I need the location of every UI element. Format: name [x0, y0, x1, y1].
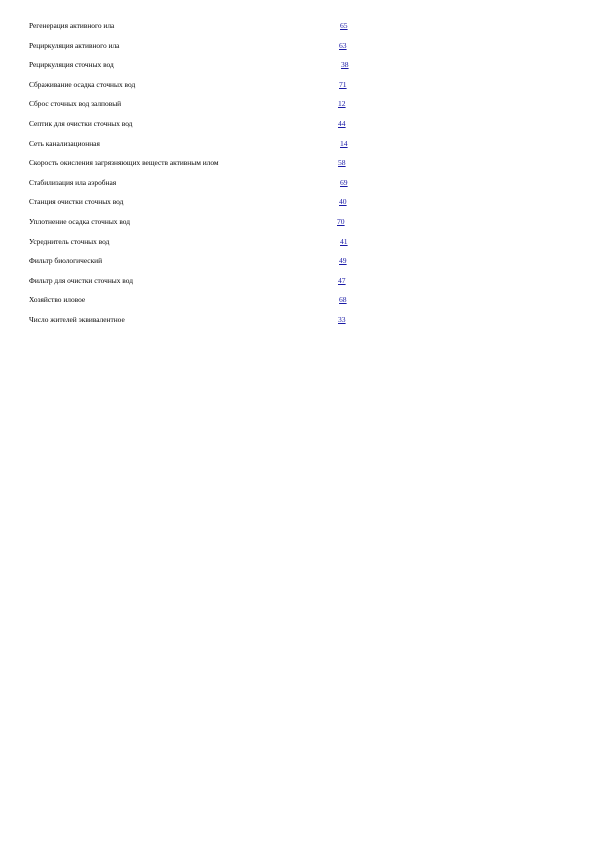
index-term: Фильтр для очистки сточных вод [29, 275, 133, 285]
index-entry [29, 251, 359, 271]
index-term: Фильтр биологический [29, 256, 103, 266]
index-entry [29, 192, 359, 212]
page-number-link[interactable]: 33 [338, 314, 346, 324]
index-term: Сброс сточных вод залповый [29, 99, 122, 109]
page-number-link[interactable]: 58 [338, 158, 346, 168]
page-number-link[interactable]: 14 [340, 138, 348, 148]
index-term: Регенерация активного ила [29, 21, 115, 30]
page-number-link[interactable]: 41 [340, 236, 348, 246]
page-number-link[interactable]: 69 [340, 177, 348, 187]
index-entry [29, 94, 359, 114]
page-number-link[interactable]: 49 [339, 256, 347, 266]
index-entry [29, 75, 359, 95]
index-term: Уплотнение осадка сточных вод [29, 216, 131, 226]
index-term: Септик для очистки сточных вод [29, 118, 133, 128]
index-term: Сеть канализационная [29, 138, 100, 148]
index-entry [29, 16, 359, 36]
index-term: Рециркуляция активного ила [29, 40, 120, 50]
index-term: Число жителей эквивалентное [29, 314, 125, 324]
page-number-link[interactable]: 47 [338, 275, 346, 285]
page-number-link[interactable]: 40 [339, 197, 347, 207]
page-number-link[interactable]: 68 [339, 295, 347, 305]
index-entry [29, 153, 359, 173]
page-number-link[interactable]: 38 [341, 60, 349, 70]
index-entry [29, 36, 359, 56]
index-term: Сбраживание осадка сточных вод [29, 79, 136, 89]
index-term: Станция очистки сточных вод [29, 197, 124, 207]
page-number-link[interactable]: 65 [340, 21, 348, 30]
page-number-link[interactable]: 71 [339, 79, 347, 89]
page-number-link[interactable]: 44 [338, 118, 346, 128]
index-entry [29, 232, 359, 252]
index-term: Хозяйство иловое [29, 295, 86, 305]
index-entry [29, 173, 359, 193]
index-term: Рециркуляция сточных вод [29, 60, 114, 70]
page-number-link[interactable]: 12 [338, 99, 346, 109]
index-entry [29, 271, 359, 291]
index-term: Стабилизация ила аэробная [29, 177, 117, 187]
term-index-list [29, 16, 359, 330]
index-term: Скорость окисления загрязняющих веществ активным илом [29, 158, 219, 168]
index-term: Усреднитель сточных вод [29, 236, 110, 246]
index-entry [29, 134, 359, 154]
index-entry [29, 114, 359, 134]
index-entry [29, 212, 359, 232]
index-entry [29, 290, 359, 310]
index-entry [29, 55, 359, 75]
page-number-link[interactable]: 70 [337, 216, 345, 226]
index-entry [29, 310, 359, 330]
page-number-link[interactable]: 63 [339, 40, 347, 50]
